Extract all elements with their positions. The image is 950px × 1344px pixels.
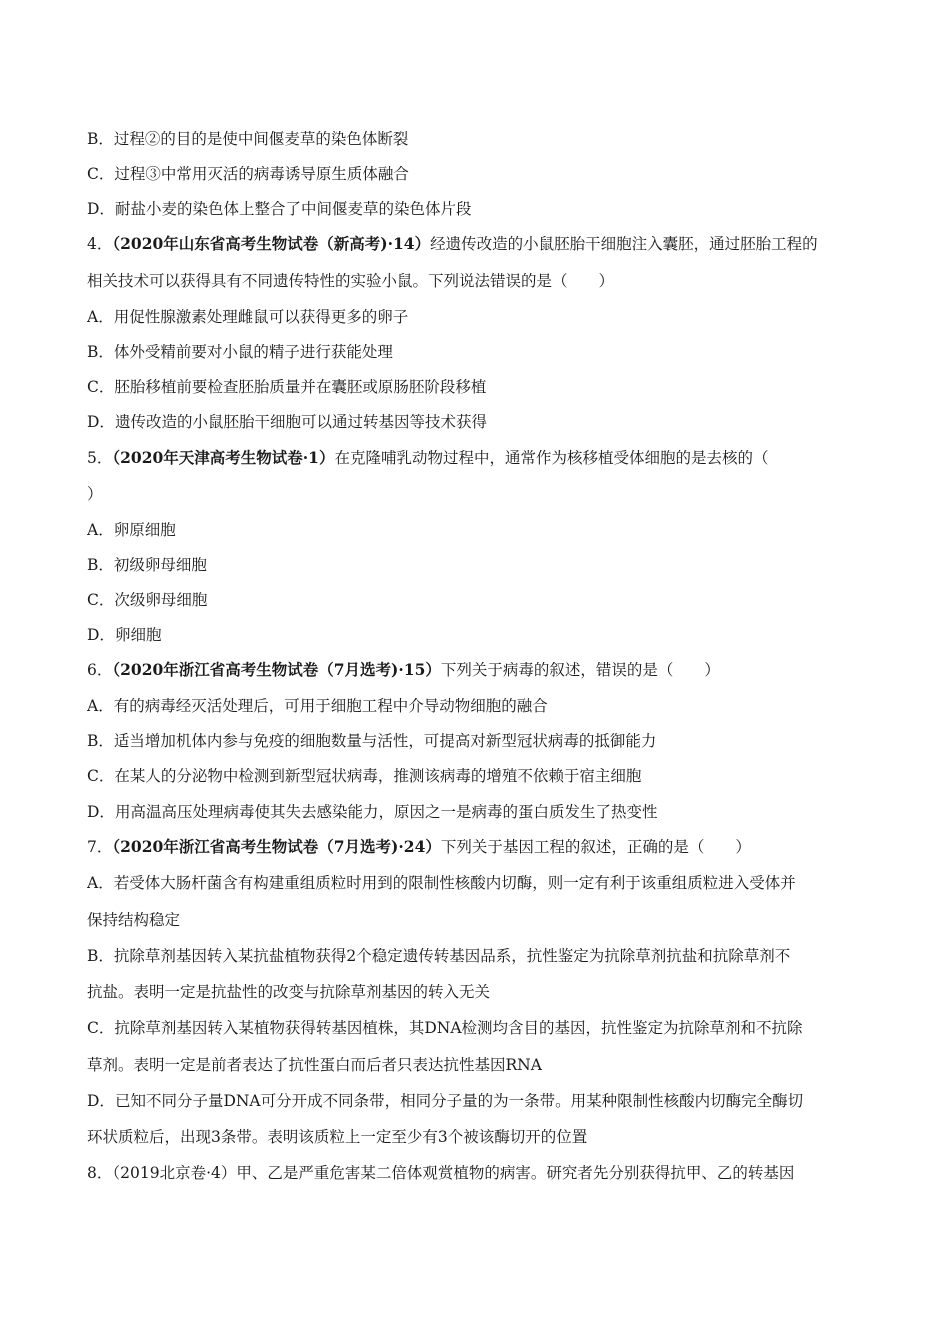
option-text: 环状质粒后，出现3条带。表明该质粒上一定至少有3个被该酶切开的位置 (87, 1128, 588, 1146)
option-label: D． (87, 803, 115, 821)
option-label: D． (87, 626, 115, 644)
option-text: 用高温高压处理病毒使其失去感染能力，原因之一是病毒的蛋白质发生了热变性 (114, 803, 658, 821)
option-text: 卵原细胞 (113, 521, 176, 539)
option-label: B． (87, 556, 114, 574)
question-number: 6． (87, 661, 113, 679)
option-text: 保持结构稳定 (87, 911, 181, 929)
option-text: 抗除草剂基因转入某植物获得转基因植株，其DNA检测均含目的基因，抗性鉴定为抗除草剂和不抗除 (114, 1019, 803, 1037)
question-text: 在克隆哺乳动物过程中，通常作为核移植受体细胞的是去核的（ (334, 449, 769, 467)
q6-option-d (87, 802, 877, 822)
option-label: D． (87, 1092, 115, 1110)
q3-option-d (87, 199, 877, 219)
option-text: 适当增加机体内参与免疫的细胞数量与活性，可提高对新型冠状病毒的抵御能力 (113, 732, 657, 750)
q7-option-c (87, 1018, 877, 1038)
option-text: 草剂。表明一定是前者表达了抗性蛋白而后者只表达抗性基因RNA (87, 1056, 542, 1074)
q8-stem (87, 1163, 877, 1183)
q7-option-b (87, 946, 877, 966)
question-source: （2020年浙江省高考生物试卷（7月选考)·24） (112, 837, 441, 856)
option-text: 过程②的目的是使中间偃麦草的染色体断裂 (113, 130, 409, 148)
q5-stem (87, 448, 877, 468)
question-text: ） (87, 485, 103, 503)
option-label: A． (87, 874, 114, 892)
q4-stem (87, 234, 877, 254)
option-label: A． (87, 697, 114, 715)
question-source: （2019北京卷·4） (112, 1164, 237, 1182)
option-text: 初级卵母细胞 (113, 556, 207, 574)
question-source: （2020年山东省高考生物试卷（新高考)·14） (112, 234, 431, 253)
option-text: 抗除草剂基因转入某抗盐植物获得2个稳定遗传转基因品系，抗性鉴定为抗除草剂抗盐和抗除草剂不 (113, 947, 791, 965)
q6-option-a (87, 696, 877, 716)
q6-stem (87, 660, 877, 680)
q6-option-c (87, 766, 877, 786)
question-text: 相关技术可以获得具有不同遗传特性的实验小鼠。下列说法错误的是（ ） (87, 272, 615, 290)
question-number: 7． (87, 838, 113, 856)
q5-option-c (87, 590, 877, 610)
option-label: C． (87, 378, 115, 396)
option-text: 用促性腺激素处理雌鼠可以获得更多的卵子 (113, 308, 409, 326)
option-text: 若受体大肠杆菌含有构建重组质粒时用到的限制性核酸内切酶，则一定有利于该重组质粒进入受体并 (113, 874, 796, 892)
option-label: D． (87, 200, 115, 218)
option-text: 在某人的分泌物中检测到新型冠状病毒，推测该病毒的增殖不依赖于宿主细胞 (114, 767, 642, 785)
q4-option-b (87, 342, 877, 362)
q4-option-c (87, 377, 877, 397)
q7-option-a-continued (87, 910, 877, 930)
option-text: 已知不同分子量DNA可分开成不同条带，相同分子量的为一条带。用某种限制性核酸内切酶完全酶切 (114, 1092, 804, 1110)
option-label: C． (87, 165, 115, 183)
option-text: 次级卵母细胞 (114, 591, 208, 609)
q6-option-b (87, 731, 877, 751)
question-source: （2020年天津高考生物试卷·1） (112, 448, 335, 467)
option-text: 胚胎移植前要检查胚胎质量并在囊胚或原肠胚阶段移植 (114, 378, 487, 396)
q5-stem-continued (87, 484, 877, 504)
option-label: B． (87, 732, 114, 750)
question-text: 下列关于病毒的叙述，错误的是（ ） (440, 661, 720, 679)
option-text: 抗盐。表明一定是抗盐性的改变与抗除草剂基因的转入无关 (87, 983, 491, 1001)
q7-option-d (87, 1091, 877, 1111)
q7-stem (87, 837, 877, 857)
option-text: 卵细胞 (114, 626, 162, 644)
q4-option-d (87, 412, 877, 432)
question-source: （2020年浙江省高考生物试卷（7月选考)·15） (112, 660, 441, 679)
question-number: 8． (87, 1164, 113, 1182)
option-text: 遗传改造的小鼠胚胎干细胞可以通过转基因等技术获得 (114, 413, 487, 431)
q4-stem-continued (87, 271, 877, 291)
option-text: 有的病毒经灭活处理后，可用于细胞工程中介导动物细胞的融合 (113, 697, 548, 715)
option-label: A． (87, 308, 114, 326)
q7-option-d-continued (87, 1127, 877, 1147)
q5-option-a (87, 520, 877, 540)
option-text: 耐盐小麦的染色体上整合了中间偃麦草的染色体片段 (114, 200, 472, 218)
option-label: C． (87, 1019, 115, 1037)
q5-option-d (87, 625, 877, 645)
option-text: 体外受精前要对小鼠的精子进行获能处理 (113, 343, 393, 361)
option-label: B． (87, 343, 114, 361)
question-number: 4． (87, 235, 113, 253)
option-label: B． (87, 947, 114, 965)
question-text: 经遗传改造的小鼠胚胎干细胞注入囊胚，通过胚胎工程的 (430, 235, 818, 253)
question-number: 5． (87, 449, 113, 467)
question-text: 下列关于基因工程的叙述，正确的是（ ） (440, 838, 751, 856)
option-label: B． (87, 130, 114, 148)
q4-option-a (87, 307, 877, 327)
q7-option-a (87, 873, 877, 893)
question-text: 甲、乙是严重危害某二倍体观赏植物的病害。研究者先分别获得抗甲、乙的转基因 (236, 1164, 795, 1182)
option-text: 过程③中常用灭活的病毒诱导原生质体融合 (114, 165, 409, 183)
option-label: C． (87, 591, 115, 609)
q3-option-c (87, 164, 877, 184)
q5-option-b (87, 555, 877, 575)
q7-option-b-continued (87, 982, 877, 1002)
option-label: A． (87, 521, 114, 539)
q3-option-b (87, 129, 877, 149)
option-label: D． (87, 413, 115, 431)
q7-option-c-continued (87, 1055, 877, 1075)
option-label: C． (87, 767, 115, 785)
